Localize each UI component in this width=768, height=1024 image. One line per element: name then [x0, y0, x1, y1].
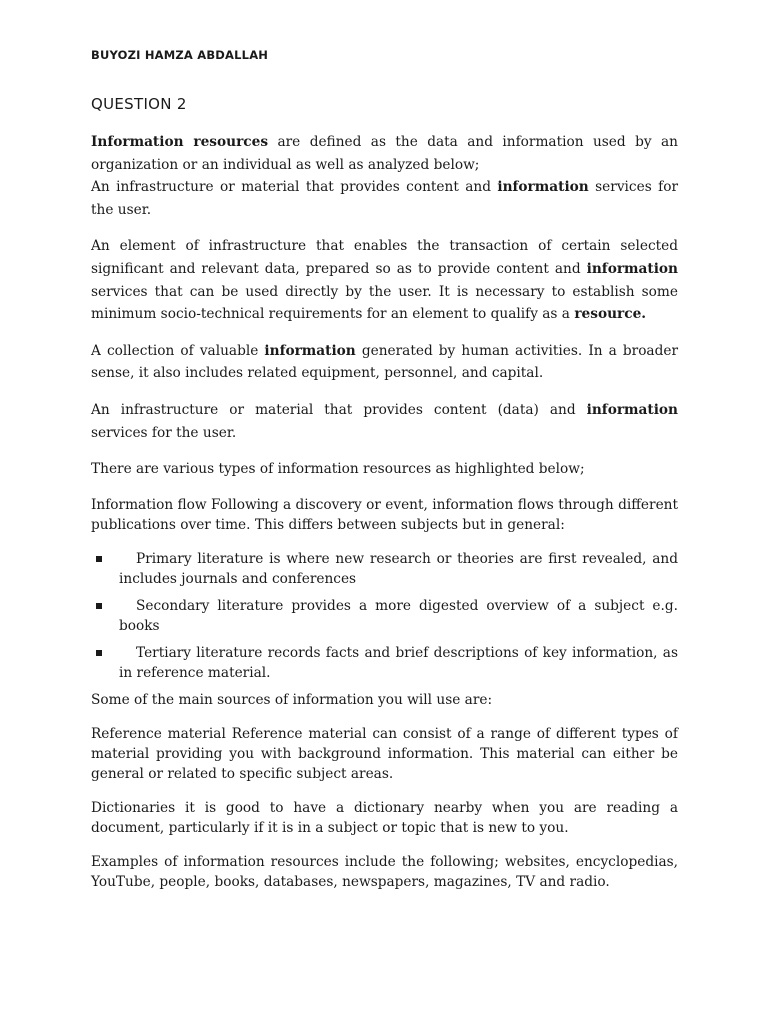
paragraph-collection — [91, 340, 678, 385]
text-run: An infrastructure or material that provides content (data) and — [91, 401, 587, 418]
bold-term: resource. — [574, 306, 647, 323]
list-item — [91, 549, 678, 589]
text-run: services that can be used directly by the user. It is necessary to establish some minimum socio-technical requirements for an element to qualify as a — [91, 283, 678, 323]
text-run: A collection of valuable — [91, 342, 265, 359]
bold-term: Information resources — [91, 134, 269, 150]
paragraph-definition — [91, 131, 678, 221]
paragraph-element — [91, 235, 678, 325]
literature-list — [91, 549, 678, 683]
text-run: An element of infrastructure that enables the transaction of certain selected significant and relevant data, prepared so as to provide content and — [91, 238, 678, 277]
text-run: are defined as the data and information used by an organization or an individual as well as analyzed below; — [91, 134, 678, 173]
bullet-square-icon — [96, 603, 102, 609]
author-name: BUYOZI HAMZA ABDALLAH — [91, 48, 269, 62]
question-heading: QUESTION 2 — [91, 95, 187, 113]
paragraph-main-sources: Some of the main sources of information you will use are: — [91, 691, 493, 708]
list-item-text: Primary literature is where new research or theories are first revealed, and includes journals and conferences — [119, 550, 678, 587]
paragraph-reference-material: Reference material Reference material can consist of a range of different types of material providing you with background information. This material can either be general or related to specific subject areas. — [91, 725, 678, 782]
text-run: services for the user. — [91, 179, 678, 218]
list-item-text: Secondary literature provides a more digested overview of a subject e.g. books — [119, 597, 678, 634]
bold-term: information — [497, 179, 589, 196]
list-item-text: Tertiary literature records facts and brief descriptions of key information, as in reference material. — [119, 644, 678, 681]
document-body — [91, 131, 678, 906]
text-run: An infrastructure or material that provides content and — [91, 179, 498, 196]
list-item — [91, 643, 678, 683]
bold-term: information — [586, 401, 678, 418]
text-run: services for the user. — [91, 424, 237, 441]
bold-term: information — [264, 342, 356, 359]
bold-term: information — [586, 260, 678, 277]
paragraph-types-intro: There are various types of information resources as highlighted below; — [91, 461, 585, 478]
list-item — [91, 596, 678, 636]
paragraph-infrastructure — [91, 399, 678, 444]
bullet-square-icon — [96, 650, 102, 656]
paragraph-dictionaries: Dictionaries it is good to have a dictionary nearby when you are reading a document, particularly if it is in a subject or topic that is new to you. — [91, 799, 678, 836]
paragraph-information-flow: Information flow Following a discovery or event, information flows through different publications over time. This differs between subjects but in general: — [91, 496, 678, 533]
text-run: generated by human activities. In a broader sense, it also includes related equipment, personnel, and capital. — [91, 342, 678, 382]
paragraph-examples: Examples of information resources include the following; websites, encyclopedias, YouTube, people, books, databases, newspapers, magazines, TV and radio. — [91, 853, 678, 890]
bullet-square-icon — [96, 556, 102, 562]
